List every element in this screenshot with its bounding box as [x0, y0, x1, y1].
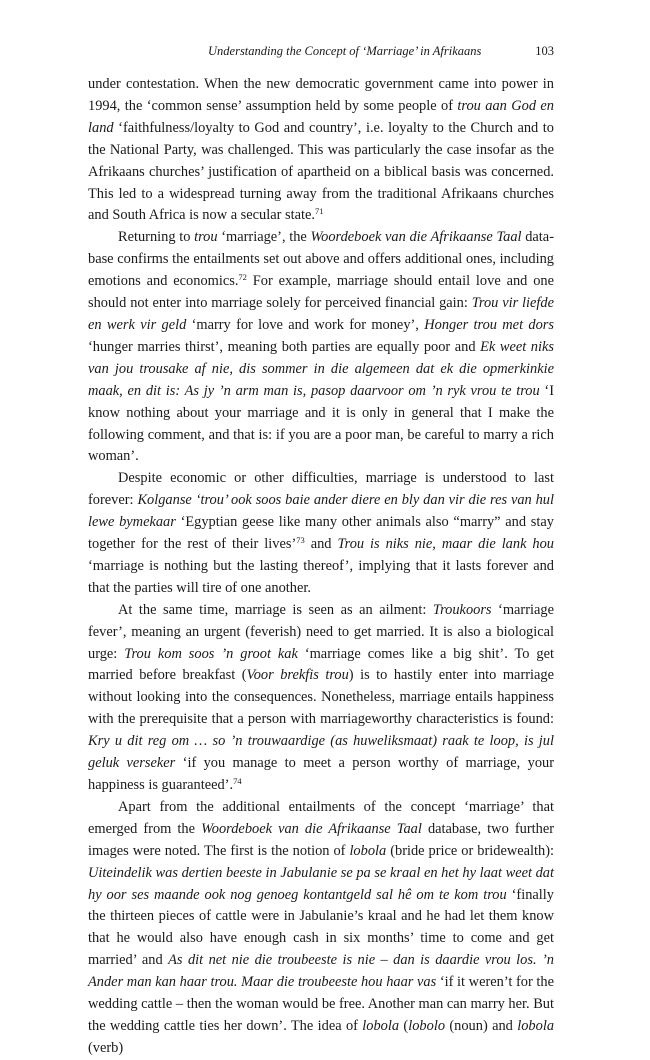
italic-text: Troukoors — [432, 601, 492, 618]
italic-text: Trou is niks nie, maar die lank hou — [337, 536, 554, 553]
text-run: (noun) and — [445, 1017, 518, 1034]
paragraph — [88, 74, 554, 227]
text-run: (bride price or bridewealth): — [386, 842, 554, 859]
italic-text: Kry u dit reg om … so ’n trouwaardige (as huweliksmaat) raak te loop, is jul geluk verseker — [88, 733, 554, 772]
text-run: ‘marriage fever’, meaning an urgent (feverish) need to get married. It is also a biological urge: — [88, 601, 554, 662]
body-text — [88, 74, 554, 1060]
italic-text: lobolo — [408, 1017, 446, 1034]
italic-text: Ek weet niks van jou trousake af nie, dis sommer in die algemeen dat ek die opmerkinkie maak, en dit is: As jy ’n arm man is, pasop daarvoor om ’n ryk vrou te trou — [88, 338, 554, 399]
page-number: 103 — [535, 44, 554, 58]
text-run: ‘Egyptian geese like many other animals also “marry” and stay together for the rest of their lives’ — [88, 514, 554, 553]
text-run: (verb) — [88, 1039, 124, 1056]
footnote-ref: 74 — [233, 776, 242, 786]
paragraph — [88, 468, 554, 599]
italic-text: trou aan God en land — [88, 97, 554, 136]
text-run: Apart from the additional entailments of the concept ‘marriage’ that emerged from the — [88, 798, 554, 837]
text-run: database confirms the entailments set out above and offers additional ones, including emotions and economics. — [88, 229, 554, 290]
italic-text: Woordeboek van die Afrikaanse Taal — [201, 820, 422, 837]
paragraph — [88, 797, 554, 1060]
italic-text: Woordeboek van die Afrikaanse Taal — [310, 229, 522, 246]
text-run: For example, marriage should entail love and one should not enter into marriage solely for perceived financial gain: — [88, 273, 554, 312]
footnote-ref: 71 — [315, 206, 324, 217]
text-run: At the same time, marriage is seen as an ailment: — [118, 601, 433, 618]
footnote-ref: 72 — [238, 272, 247, 283]
text-run: ‘finally the thirteen pieces of cattle were in Jabulanie’s kraal and he had let them know that he would also have enough cash in six months’ time to come and get married’ and — [88, 886, 554, 969]
running-title: Understanding the Concept of ‘Marriage’ in Afrikaans — [208, 44, 482, 58]
italic-text: lobola — [517, 1017, 555, 1034]
italic-text: Trou kom soos ’n groot kak — [124, 645, 298, 662]
text-run: ‘marriage is nothing but the lasting thereof’, implying that it lasts forever and that the parties will tire of one another. — [88, 557, 554, 596]
text-run: ( — [399, 1017, 409, 1034]
italic-text: Honger trou met dors — [424, 316, 554, 333]
text-run: Returning to — [118, 229, 195, 246]
italic-text: Voor brekfis trou — [246, 667, 349, 684]
text-run: ‘marry for love and work for money’, — [186, 316, 425, 333]
text-run: ‘I know nothing about your marriage and it is only in general that I make the following comment, and that is: if you are a poor man, be careful to marry a rich woman’. — [88, 382, 555, 465]
footnote-ref: 73 — [296, 535, 305, 546]
italic-text: Uiteindelik was dertien beeste in Jabulanie se pa se kraal en het hy laat weet dat hy oor ses maande ook nog genoeg kontantgeld sal hê om te kom trou — [88, 864, 554, 903]
italic-text: lobola — [349, 842, 387, 859]
running-head — [88, 44, 554, 64]
italic-text: lobola — [362, 1017, 400, 1034]
text-run: ) is to hastily enter into marriage without looking into the consequences. Nonetheless, marriage entails happiness with the prerequisite that a person with marriageworthy characteristics is found: — [88, 667, 554, 728]
text-run: ‘marriage comes like a big shit’. To get married before breakfast ( — [88, 645, 555, 684]
paragraph — [88, 600, 554, 797]
italic-text: Kolganse ‘trou’ ook soos baie ander diere en bly dan vir die res van hul lewe bymekaar — [88, 492, 554, 531]
italic-text: As dit net nie die troubeeste is nie – dan is daardie vrou los. ’n Ander man kan haar trou. Maar die troubeeste hou haar vas — [88, 952, 554, 991]
text-run: ‘faithfulness/loyalty to God and country’, i.e. loyalty to the Church and to the National Party, was challenged. This was particularly the case insofar as the Afrikaans churches’ justification of apartheid on a biblical basis was concerned. This led to a widespread turning away from the traditional Afrikaans churches and South Africa is now a secular state. — [88, 119, 554, 224]
text-run: database, two further images were noted. The first is the notion of — [88, 820, 555, 859]
text-run: ‘hunger marries thirst’, meaning both parties are equally poor and — [88, 338, 481, 355]
italic-text: Trou vir liefde en werk vir geld — [88, 295, 555, 333]
text-run: ‘if you manage to meet a person worthy of marriage, your happiness is guaranteed’. — [88, 755, 554, 793]
text-run: under contestation. When the new democratic government came into power in 1994, the ‘common sense’ assumption held by some people of — [88, 76, 554, 114]
text-run: Despite economic or other difficulties, marriage is understood to last forever: — [88, 470, 554, 509]
text-run: ‘if it weren’t for the wedding cattle – then the woman would be free. Another man can marry her. But the wedding cattle ties her down’. The idea of — [88, 974, 554, 1034]
text-run: ‘marriage’, the — [217, 229, 311, 246]
italic-text: trou — [194, 229, 218, 246]
text-run: and — [304, 536, 338, 553]
paragraph — [88, 227, 554, 468]
